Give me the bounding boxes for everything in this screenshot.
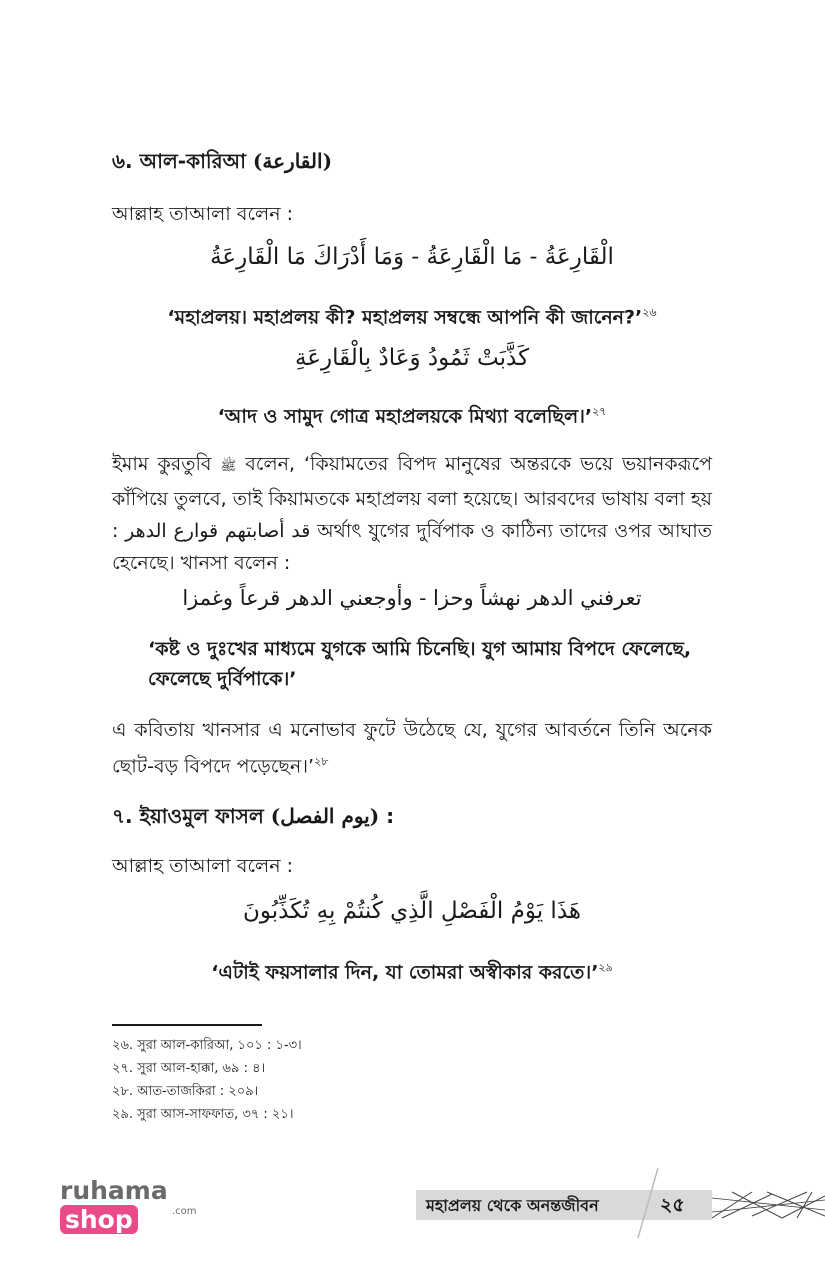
- verse-translation-1: [112, 298, 712, 332]
- footnote-ref: ২৬: [642, 306, 657, 319]
- translation-text: ‘আদ ও সামুদ গোত্র মহাপ্রলয়কে মিথ্যা বলেছিল।’: [217, 405, 593, 428]
- arabic-verse-2: كَذَّبَتْ ثَمُودُ وَعَادٌ بِالْقَارِعَةِ: [294, 345, 530, 371]
- logo-shop-badge: shop: [60, 1205, 138, 1234]
- heading-text: ৬. আল-কারিআ: [112, 149, 246, 173]
- footer-hatch-decoration: [712, 1190, 825, 1220]
- logo-domain: .com: [172, 1206, 197, 1217]
- poem-translation: ‘কষ্ট ও দুঃখের মাধ্যমে যুগকে আমি চিনেছি। যুগ আমায় বিপদে ফেলেছে, ফেলেছে দুর্বিপাকে।’: [148, 638, 692, 690]
- heading-arabic: (القارعة): [252, 149, 333, 173]
- verse-translation-2: [112, 397, 712, 431]
- ruhamashop-logo: [60, 1176, 220, 1234]
- footnote-item: ২৬. সুরা আল-কারিআ, ১০১ : ১-৩।: [112, 1038, 302, 1053]
- footnote-ref: ২৯: [598, 961, 613, 974]
- heading-text: ৭. ইয়াওমুল ফাসল: [112, 804, 264, 828]
- footnote-item: ২৭. সুরা আল-হাক্কা, ৬৯ : ৪।: [112, 1061, 266, 1076]
- honorific-glyph: ﷺ: [220, 459, 237, 474]
- footnotes: [112, 1034, 302, 1126]
- arabic-verse-1: الْقَارِعَةُ - مَا الْقَارِعَةُ - وَمَا أَدْرَاكَ مَا الْقَارِعَةُ: [210, 244, 614, 270]
- paragraph-text: এ কবিতায় খানসার এ মনোভাব ফুটে উঠেছে যে, যুগের আবর্তনে তিনি অনেক ছোট-বড় বিপদে পড়েছেন।’: [112, 719, 712, 778]
- logo-text: ruhama: [60, 1176, 168, 1205]
- heading-colon: :: [379, 804, 395, 828]
- section-heading-al-qaria: [112, 147, 712, 175]
- intro-line: আল্লাহ তাআলা বলেন :: [112, 203, 293, 225]
- verse-translation-3: [112, 953, 712, 987]
- running-book-title: মহাপ্রলয় থেকে অনন্তজীবন: [426, 1196, 599, 1215]
- footer-slash-decoration: [632, 1168, 662, 1240]
- commentary-paragraph: [112, 448, 712, 579]
- footnote-item: ২৮. আত-তাজকিরা : ২০৯।: [112, 1084, 259, 1099]
- section-heading-yawm-al-fasl: [112, 802, 712, 830]
- footnote-divider: [112, 1024, 262, 1026]
- footnote-item: ২৯. সুরা আস-সাফফাত, ৩৭ : ২১।: [112, 1107, 294, 1122]
- poem-arabic: تعرفني الدهر نهشاً وحزا - وأوجعني الدهر قرعاً وغمزا: [182, 586, 642, 610]
- arabic-verse-3: هَذَا يَوْمُ الْفَصْلِ الَّذِي كُنتُمْ بِهِ تُكَذِّبُونَ: [242, 898, 582, 924]
- poem-commentary: [112, 714, 712, 782]
- paragraph-text: ইমাম কুরতুবি: [112, 453, 221, 475]
- translation-text: ‘মহাপ্রলয়। মহাপ্রলয় কী? মহাপ্রলয় সম্বন্ধে আপনি কী জানেন?’: [167, 306, 643, 329]
- page-number: ২৫: [660, 1194, 685, 1216]
- heading-arabic: (يوم الفصل): [270, 804, 380, 828]
- paragraph-text: বলেন, ‘কিয়ামতের বিপদ মানুষের অন্তরকে ভয়ে ভয়ানকরূপে কাঁপিয়ে তুলবে, তাই কিয়ামতকে মহাপ্রলয় বলা হয়েছে। আরবদের ভাষায় বলা হয় :: [112, 453, 712, 542]
- footnote-ref: ২৮: [314, 755, 329, 768]
- inline-arabic: قد أصابتهم قوارع الدهر: [125, 520, 311, 542]
- footnote-ref: ২৭: [592, 405, 607, 418]
- intro-line: আল্লাহ তাআলা বলেন :: [112, 855, 293, 877]
- translation-text: ‘এটাই ফয়সালার দিন, যা তোমরা অস্বীকার করতে।’: [211, 961, 599, 984]
- paragraph-text: অর্থাৎ যুগের দুর্বিপাক ও কাঠিন্য তাদের ওপর আঘাত হেনেছে। খানসা বলেন :: [112, 520, 712, 574]
